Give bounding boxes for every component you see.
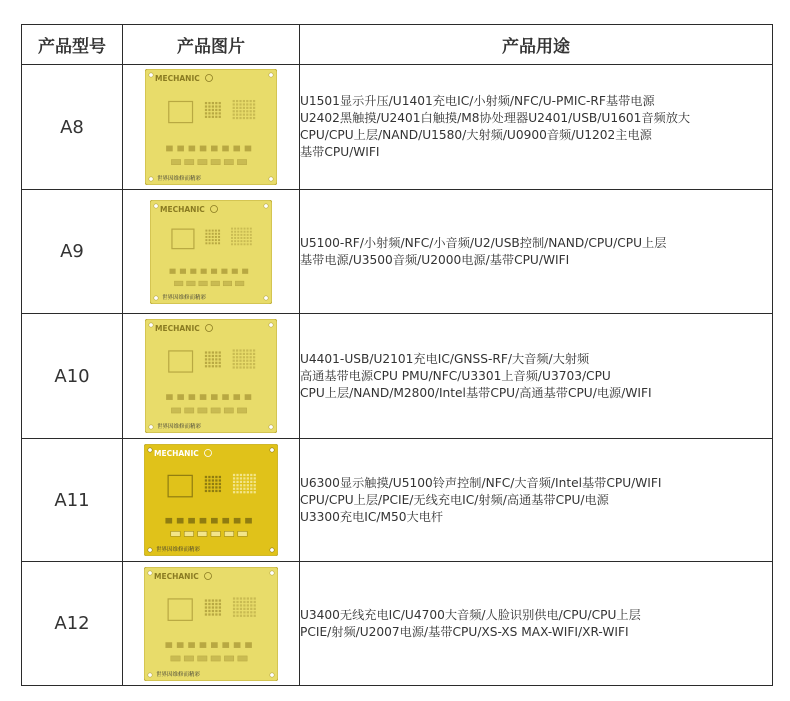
stencil-slogan-label: 世界因维修而精彩 <box>156 671 201 678</box>
header-usage: 产品用途 <box>300 25 773 65</box>
usage-line: U3400无线充电IC/U4700大音频/人脸识别供电/CPU/CPU上层 <box>300 607 641 622</box>
stencil-brand-label: MECHANIC <box>155 74 200 83</box>
model-cell: A10 <box>22 314 123 439</box>
stencil-brand-label: MECHANIC <box>155 324 200 333</box>
header-row <box>22 25 773 65</box>
usage-line: CPU/CPU上层/PCIE/无线充电IC/射频/高通基带CPU/电源 <box>300 492 609 507</box>
stencil-image <box>144 444 278 556</box>
stencil-brand-label: MECHANIC <box>160 204 205 214</box>
stencil-slogan-label: 世界因维修而精彩 <box>156 547 201 553</box>
stencil-slogan-label: 世界因维修而精彩 <box>157 424 202 430</box>
table-row <box>22 190 773 314</box>
table-row <box>22 439 773 562</box>
stencil-image <box>150 200 272 304</box>
stencil-slogan-label: 世界因维修而精彩 <box>162 294 207 301</box>
usage-line: CPU上层/NAND/M2800/Intel基带CPU/高通基带CPU/电源/WIFI <box>300 385 652 400</box>
usage-line: U4401-USB/U2101充电IC/GNSS-RF/大音频/大射频 <box>300 351 590 366</box>
model-cell: A9 <box>22 190 123 314</box>
usage-line: 基带CPU/WIFI <box>300 145 380 159</box>
header-image: 产品图片 <box>123 25 300 65</box>
usage-line: U5100-RF/小射频/NFC/小音频/U2/USB控制/NAND/CPU/CPU上层 <box>300 235 667 250</box>
model-cell: A12 <box>22 562 123 686</box>
table-row <box>22 65 773 190</box>
stencil-slogan-label: 世界因维修而精彩 <box>157 176 202 182</box>
usage-cell <box>300 314 773 439</box>
usage-cell <box>300 439 773 562</box>
image-cell <box>123 562 300 686</box>
stencil-image <box>144 567 278 681</box>
image-cell <box>123 314 300 439</box>
usage-line: PCIE/射频/U2007电源/基带CPU/XS-XS MAX-WIFI/XR-WIFI <box>300 624 629 639</box>
image-cell <box>123 439 300 562</box>
model-cell: A11 <box>22 439 123 562</box>
usage-line: 基带电源/U3500音频/U2000电源/基带CPU/WIFI <box>300 252 570 267</box>
model-cell: A8 <box>22 65 123 190</box>
usage-line: CPU/CPU上层/NAND/U1580/大射频/U0900音频/U1202主电源 <box>300 128 652 142</box>
stencil-image <box>145 69 277 185</box>
stencil-brand-label: MECHANIC <box>154 571 199 581</box>
usage-cell <box>300 190 773 314</box>
usage-line: U6300显示触摸/U5100铃声控制/NFC/大音频/Intel基带CPU/WIFI <box>300 475 662 490</box>
usage-line: U2402黑触摸/U2401白触摸/M8协处理器U2401/USB/U1601音频放大 <box>300 111 691 125</box>
table-row <box>22 314 773 439</box>
image-cell <box>123 65 300 190</box>
usage-line: U1501显示升压/U1401充电IC/小射频/NFC/U-PMIC-RF基带电源 <box>300 94 655 108</box>
usage-line: 高通基带电源CPU PMU/NFC/U3301上音频/U3703/CPU <box>300 368 611 383</box>
header-model: 产品型号 <box>22 25 123 65</box>
usage-cell <box>300 562 773 686</box>
table-row <box>22 562 773 686</box>
stencil-brand-label: MECHANIC <box>154 449 199 458</box>
image-cell <box>123 190 300 314</box>
usage-line: U3300充电IC/M50大电杆 <box>300 509 444 524</box>
usage-cell <box>300 65 773 190</box>
product-spec-table <box>21 24 773 686</box>
stencil-image <box>145 319 277 433</box>
